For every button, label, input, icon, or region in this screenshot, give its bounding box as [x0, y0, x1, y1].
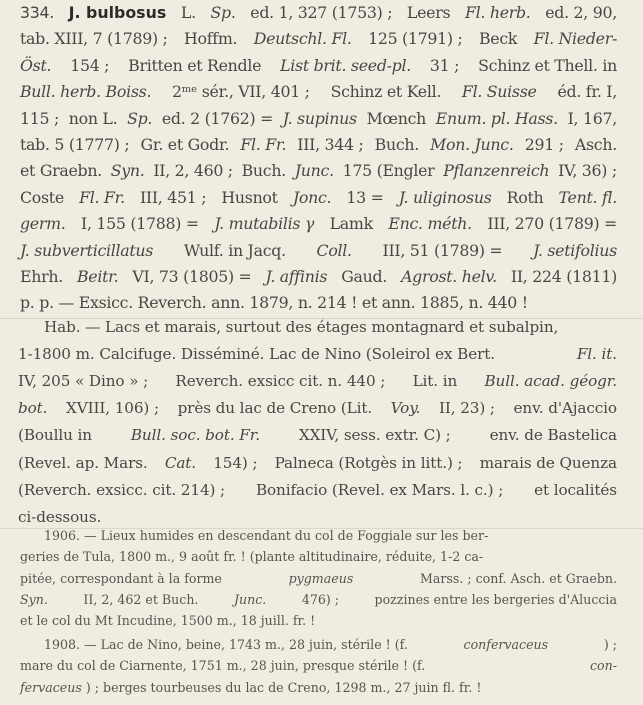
text-segment: III, 51 (1789) = — [382, 240, 503, 260]
text-segment: Schinz et Thell. in — [478, 55, 617, 75]
italic-reference: J. uliginosus — [398, 187, 492, 207]
italic-reference: J. affinis — [265, 267, 328, 286]
text-line — [0, 29, 643, 48]
italic-reference: Agrost. helv. — [401, 267, 497, 286]
text-segment: ed. 2 (1762) = — [161, 108, 274, 128]
text-segment: berges tourbeuses du lac de Creno, 1298 m., 27 juin fl. fr. ! — [103, 679, 482, 695]
italic-reference: Sp. — [127, 108, 153, 128]
text-line — [0, 454, 643, 472]
text-segment: III, 451 ; — [139, 187, 207, 207]
text-segment: Hoffm. — [184, 29, 238, 49]
italic-reference: con- — [589, 658, 617, 674]
text-segment: éd. fr. I, — [557, 82, 617, 102]
text-segment: Lit. in — [412, 372, 458, 391]
text-segment: 115 ; — [20, 108, 59, 128]
italic-reference: Junc. — [233, 591, 267, 607]
text-segment: Mœnch — [366, 108, 427, 128]
text-line — [0, 214, 643, 233]
text-segment: ) ; — [603, 637, 617, 652]
text-segment: XXIV, sess. extr. C) ; — [298, 426, 451, 445]
italic-reference: Bull. herb. Boiss. — [20, 82, 152, 102]
text-line — [0, 637, 643, 652]
text-segment: pitée, correspondant à la forme — [20, 570, 222, 586]
text-segment: 125 (1791) ; — [368, 29, 463, 49]
text-segment: Gaud. — [341, 267, 388, 286]
text-segment: Wulf. in Jacq. — [183, 240, 286, 260]
text-line — [0, 241, 643, 260]
text-segment: ed. 1, 327 (1753) ; — [250, 3, 393, 22]
italic-reference: Pflanzenreich — [443, 161, 550, 181]
italic-reference: Syn. — [20, 591, 48, 607]
text-segment: 154) ; — [213, 453, 258, 472]
text-line — [0, 426, 643, 444]
text-segment: ci-dessous. — [18, 507, 102, 526]
text-line — [0, 56, 643, 75]
text-segment: Reverch. exsicc cit. n. 440 ; — [175, 372, 386, 391]
text-segment: 154 ; — [70, 55, 110, 75]
text-segment: XVIII, 106) ; — [65, 399, 159, 418]
text-segment: 2ᵐᵉ sér., VII, 401 ; — [172, 82, 310, 102]
text-line — [0, 481, 643, 499]
text-segment: ) ; — [85, 679, 100, 695]
text-line — [0, 372, 643, 390]
text-segment: II, 224 (1811) — [510, 267, 617, 286]
text-segment: et le col du Mt Incudine, 1500 m., 18 juill. fr. ! — [20, 613, 316, 629]
text-segment: Beck — [479, 29, 518, 49]
text-line — [0, 318, 643, 336]
text-segment: près du lac de Creno (Lit. — [177, 399, 373, 418]
text-segment: 1906. — Lieux humides en descendant du col de Foggiale sur les ber- — [44, 528, 489, 543]
text-line — [0, 592, 643, 607]
text-segment: non L. — [68, 108, 118, 128]
text-segment: 31 ; — [429, 55, 460, 75]
text-line — [0, 161, 643, 180]
italic-reference: Enum. pl. Hass. — [435, 108, 558, 128]
italic-reference: Cat. — [164, 453, 197, 472]
text-segment: Lamk — [329, 214, 373, 234]
text-segment: 13 = — [346, 187, 384, 207]
text-segment: Buch. — [241, 161, 286, 181]
italic-reference: Mon. Junc. — [430, 135, 514, 154]
text-line — [0, 658, 643, 673]
text-segment: Roth — [506, 187, 544, 207]
text-segment: ed. 2, 90, — [545, 3, 617, 22]
italic-reference: Sp. — [210, 3, 236, 22]
text-segment: tab. XIII, 7 (1789) ; — [20, 29, 168, 49]
italic-reference: pygmaeus — [288, 570, 354, 586]
text-line — [0, 135, 643, 154]
text-segment: Husnot — [221, 187, 278, 207]
text-line — [0, 267, 643, 286]
text-segment: 476) ; — [301, 591, 340, 607]
text-line — [0, 109, 643, 128]
italic-reference: Fl. Nieder- — [533, 29, 617, 49]
italic-reference: Fl. Fr. — [79, 187, 125, 207]
text-segment: geries de Tula, 1800 m., 9 août fr. ! (plante altitudinaire, réduite, 1-2 ca- — [20, 549, 484, 565]
text-line — [0, 293, 643, 312]
italic-reference: Junc. — [294, 161, 334, 181]
italic-reference: Öst. — [20, 55, 52, 75]
text-segment: II, 23) ; — [438, 399, 495, 418]
text-segment: IV, 205 « Dino » ; — [18, 372, 149, 391]
italic-reference: Jonc. — [292, 187, 332, 207]
text-line — [0, 399, 643, 417]
text-segment: (Revel. ap. Mars. — [18, 453, 148, 472]
italic-reference: Deutschl. Fl. — [253, 29, 352, 49]
text-segment: 175 (Engler — [342, 161, 435, 181]
text-segment: env. d'Ajaccio — [513, 399, 617, 418]
text-segment: Asch. — [574, 135, 617, 154]
text-segment: (Reverch. exsicc. cit. 214) ; — [18, 480, 226, 499]
text-line — [0, 3, 643, 22]
italic-reference: Tent. fl. — [558, 187, 617, 207]
italic-reference: J. supinus — [282, 108, 357, 128]
italic-reference: Enc. méth. — [388, 214, 472, 234]
text-segment: 1-1800 m. Calcifuge. Disséminé. Lac de Nino (Soleirol ex Bert. — [18, 345, 495, 364]
italic-reference: Fl. Fr. — [240, 135, 287, 154]
text-segment: Marss. ; conf. Asch. et Graebn. — [419, 570, 617, 586]
italic-reference: Voy. — [390, 399, 421, 418]
text-segment: II, 2, 460 ; — [153, 161, 233, 181]
italic-reference: Coll. — [316, 240, 352, 260]
italic-reference: J. mutabilis γ — [214, 214, 315, 234]
text-segment: tab. 5 (1777) ; — [20, 135, 130, 154]
text-segment: Ehrh. — [20, 267, 63, 286]
text-line — [0, 345, 643, 363]
italic-reference: fervaceus — [20, 679, 82, 695]
italic-reference: Bull. acad. géogr. — [484, 372, 617, 391]
text-segment: et Graebn. — [20, 161, 102, 181]
text-line — [0, 508, 643, 526]
text-line — [0, 571, 643, 586]
text-segment: 291 ; — [524, 135, 564, 154]
text-line — [0, 680, 643, 695]
text-segment: Hab. — Lacs et marais, surtout des étages montagnard et subalpin, — [44, 318, 559, 336]
text-segment: II, 2, 462 et Buch. — [83, 591, 199, 607]
text-segment: marais de Quenza — [479, 453, 617, 472]
text-line — [0, 613, 643, 628]
text-line — [0, 188, 643, 207]
italic-reference: Syn. — [110, 161, 145, 181]
text-segment: Palneca (Rotgès in litt.) ; — [274, 453, 463, 472]
italic-reference: Fl. Suisse — [461, 82, 537, 102]
italic-reference: Bull. soc. bot. Fr. — [130, 426, 260, 445]
text-segment: mare du col de Ciarnente, 1751 m., 28 juin, presque stérile ! (f. — [20, 658, 426, 674]
text-line — [0, 549, 643, 564]
text-segment: III, 344 ; — [297, 135, 364, 154]
text-segment: Bonifacio (Revel. ex Mars. l. c.) ; — [255, 480, 504, 499]
text-segment: I, 167, — [567, 108, 617, 128]
text-segment: Leers — [406, 3, 451, 22]
text-segment: Britten et Rendle — [128, 55, 262, 75]
italic-reference: confervaceus — [463, 637, 549, 652]
italic-reference: List brit. seed-pl. — [280, 55, 411, 75]
italic-reference: Fl. it. — [576, 345, 617, 364]
text-segment: Coste — [20, 187, 64, 207]
text-segment: pozzines entre les bergeries d'Aluccia — [374, 591, 617, 607]
text-segment: IV, 36) ; — [558, 161, 617, 181]
italic-reference: bot. — [18, 399, 48, 418]
italic-reference: germ. — [20, 214, 66, 234]
text-segment: III, 270 (1789) = — [487, 214, 617, 234]
text-segment: p. p. — Exsicc. Reverch. ann. 1879, n. 214 ! et ann. 1885, n. 440 ! — [20, 293, 528, 313]
species-name: J. bulbosus — [68, 3, 167, 22]
italic-reference: J. subverticillatus — [20, 240, 154, 260]
italic-reference: J. setifolius — [533, 240, 617, 260]
italic-reference: Fl. herb. — [464, 3, 531, 22]
text-segment: 334. — [20, 3, 54, 22]
text-segment: L. — [180, 3, 196, 22]
text-segment: I, 155 (1788) = — [81, 214, 199, 234]
text-line — [0, 82, 643, 101]
text-segment: (Boullu in — [18, 426, 92, 445]
italic-reference: Beitr. — [76, 267, 119, 286]
text-segment: 1908. — Lac de Nino, beine, 1743 m., 28 juin, stérile ! (f. — [44, 637, 408, 652]
text-segment: Gr. et Godr. — [140, 135, 230, 154]
text-segment: Buch. — [374, 135, 419, 154]
text-segment: VI, 73 (1805) = — [132, 267, 252, 286]
text-segment: env. de Bastelica — [489, 426, 617, 445]
text-segment: Schinz et Kell. — [330, 82, 442, 102]
text-line — [0, 528, 643, 543]
text-segment: et localités — [534, 480, 617, 499]
